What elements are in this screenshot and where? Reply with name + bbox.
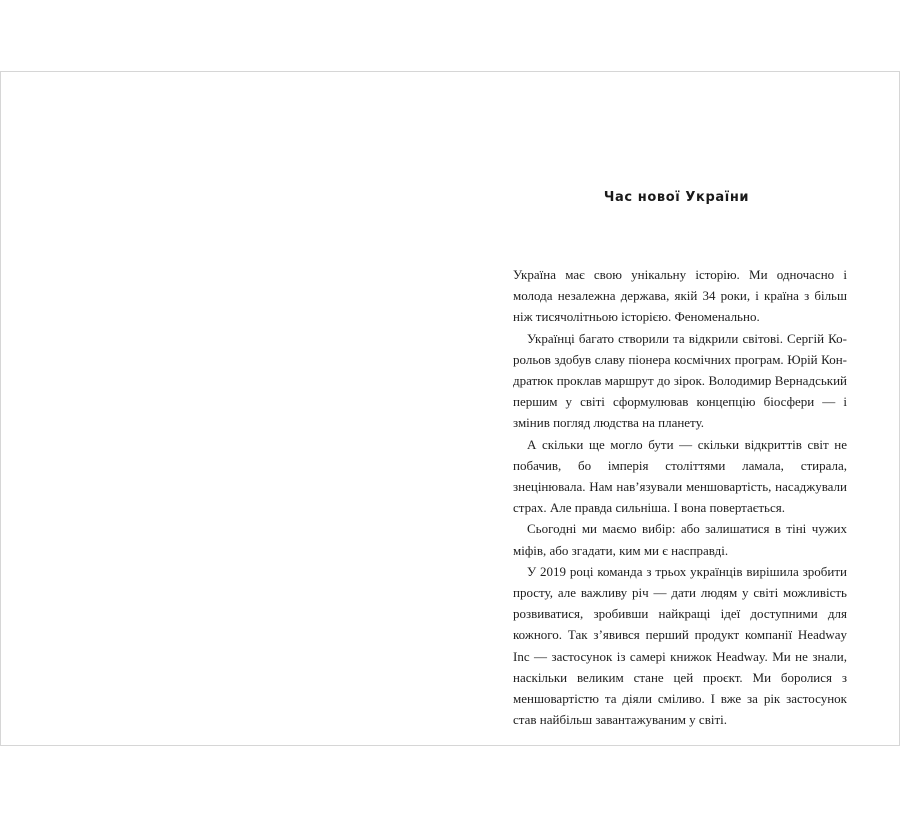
paragraph: А скільки ще могло бути — скільки відкриттів світ не побачив, бо імперія століттями ламала, стирала, знецінювала. Нам нав’язували меншовартість, насаджували страх. Але правда сильніша. І вона повертається.: [513, 436, 847, 516]
paragraph: У 2019 році команда з трьох українців вирішила зробити просту, але важливу річ — дати людям у світі можливість розвиватися, зробивши найкращі ідеї доступними для кожного. Так з’явився перший продукт компанії Headway Inc — застосунок із самері книжок Headway. Ми не знали, наскільки великим стане цей проєкт. Ми боролися з меншовартістю та діяли сміливо. І вже за рік застосунок став найбільш завантажуваним у світі.: [513, 563, 847, 728]
paragraph: Україна має свою унікальну історію. Ми одночасно і молода незалежна держава, якій 34 роки, і країна з більш ніж тисячолітньою історією. Феноменально.: [513, 267, 847, 325]
book-spread: [0, 71, 900, 746]
left-page: [1, 72, 450, 745]
chapter-body: [513, 264, 847, 730]
paragraph: Сьогодні ми маємо вибір: або залишатися в тіні чужих міфів, або згадати, ким ми є насправді.: [513, 521, 847, 558]
chapter-title-text: Час нової України: [603, 190, 750, 205]
paragraph: Українці багато створили та відкрили світові. Сергій Корольов здобув славу піонера космічних програм. Юрій Кондратюк проклав маршрут до зірок. Володимир Вернадський першим у світі сформулював концепцію біосфери — і змінив погляд людства на планету.: [513, 330, 847, 431]
chapter-title: [450, 190, 899, 205]
right-page: [450, 72, 899, 745]
